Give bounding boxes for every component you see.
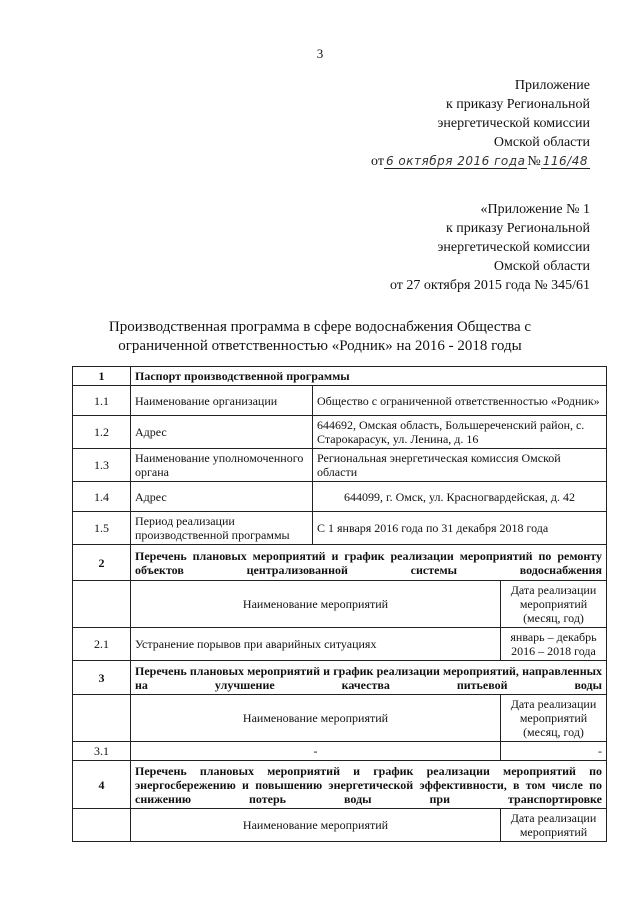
table-row xyxy=(73,581,607,628)
column-header-name: Наименование мероприятий xyxy=(131,581,501,628)
activity-date: - xyxy=(501,742,607,761)
row-number: 1.4 xyxy=(73,482,131,512)
row-number: 3.1 xyxy=(73,742,131,761)
title-line: Производственная программа в сфере водоснабжения Общества с xyxy=(108,319,532,335)
table-row xyxy=(73,661,607,695)
table-row xyxy=(73,367,607,386)
table-row xyxy=(73,742,607,761)
section-title: Перечень плановых мероприятий и график реализации мероприятий по ремонту объектов централизованной системы водоснабжения xyxy=(131,545,607,581)
row-value: Общество с ограниченной ответственностью «Родник» xyxy=(313,386,607,416)
annex-date-line xyxy=(371,152,590,171)
row-value: 644692, Омская область, Большереченский район, с. Старокарасук, ул. Ленина, д. 16 xyxy=(313,416,607,449)
annex-original xyxy=(390,200,590,295)
table-row xyxy=(73,695,607,742)
row-number: 1.2 xyxy=(73,416,131,449)
table-row xyxy=(73,545,607,581)
table-row xyxy=(73,386,607,416)
empty-cell xyxy=(73,695,131,742)
section-title: Паспорт производственной программы xyxy=(131,367,607,386)
section-title: Перечень плановых мероприятий и график реализации мероприятий, направленных на улучшение качества питьевой воды xyxy=(131,661,607,695)
annex-line: энергетической комиссии xyxy=(437,240,590,255)
activity-name: Устранение порывов при аварийных ситуациях xyxy=(131,628,501,661)
section-number: 1 xyxy=(73,367,131,386)
annex-line: Омской области xyxy=(493,135,590,150)
table-row xyxy=(73,512,607,545)
column-header-name: Наименование мероприятий xyxy=(131,809,501,842)
page-number: 3 xyxy=(316,46,324,61)
column-header-date: Дата реализации мероприятий xyxy=(501,809,607,842)
table-row xyxy=(73,482,607,512)
table-row xyxy=(73,416,607,449)
table-row xyxy=(73,628,607,661)
row-label: Адрес xyxy=(131,482,313,512)
section-number: 4 xyxy=(73,761,131,809)
row-value: С 1 января 2016 года по 31 декабря 2018 года xyxy=(313,512,607,545)
activity-name: - xyxy=(131,742,501,761)
activity-date: январь – декабрь 2016 – 2018 года xyxy=(501,628,607,661)
row-label: Наименование организации xyxy=(131,386,313,416)
handwritten-date: 6 октября 2016 года xyxy=(385,154,526,168)
annex-line: «Приложение № 1 xyxy=(480,202,590,217)
empty-cell xyxy=(73,809,131,842)
date-prefix: от xyxy=(371,154,384,169)
number-sign: № xyxy=(527,154,541,169)
row-number: 1.5 xyxy=(73,512,131,545)
annex-line: Приложение xyxy=(514,78,590,93)
column-header-date: Дата реализации мероприятий (месяц, год) xyxy=(501,695,607,742)
row-value: 644099, г. Омск, ул. Красногвардейская, д. 42 xyxy=(313,482,607,512)
column-header-date: Дата реализации мероприятий (месяц, год) xyxy=(501,581,607,628)
table-row xyxy=(73,761,607,809)
row-number: 2.1 xyxy=(73,628,131,661)
row-value: Региональная энергетическая комиссия Омской области xyxy=(313,449,607,482)
row-number: 1.1 xyxy=(73,386,131,416)
annex-line: Омской области xyxy=(493,259,590,274)
title-line: ограниченной ответственностью «Родник» на 2016 - 2018 годы xyxy=(118,338,522,354)
row-label: Адрес xyxy=(131,416,313,449)
handwritten-number: 116/48 xyxy=(542,154,588,168)
row-label: Период реализации производственной программы xyxy=(131,512,313,545)
row-label: Наименование уполномоченного органа xyxy=(131,449,313,482)
table-row xyxy=(73,449,607,482)
row-number: 1.3 xyxy=(73,449,131,482)
annex-line: к приказу Региональной xyxy=(445,97,590,112)
section-number: 2 xyxy=(73,545,131,581)
column-header-name: Наименование мероприятий xyxy=(131,695,501,742)
production-program-table xyxy=(72,366,607,842)
document-title xyxy=(0,318,640,356)
empty-cell xyxy=(73,581,131,628)
annex-current xyxy=(371,76,590,171)
table-row xyxy=(73,809,607,842)
section-number: 3 xyxy=(73,661,131,695)
annex-line: к приказу Региональной xyxy=(445,221,590,236)
annex-line: энергетической комиссии xyxy=(437,116,590,131)
annex-line: от 27 октября 2015 года № 345/61 xyxy=(389,278,590,293)
section-title: Перечень плановых мероприятий и график реализации мероприятий по энергосбережению и повышению энергетической эффективности, в том числе по снижению потерь воды при транспортировке xyxy=(131,761,607,809)
